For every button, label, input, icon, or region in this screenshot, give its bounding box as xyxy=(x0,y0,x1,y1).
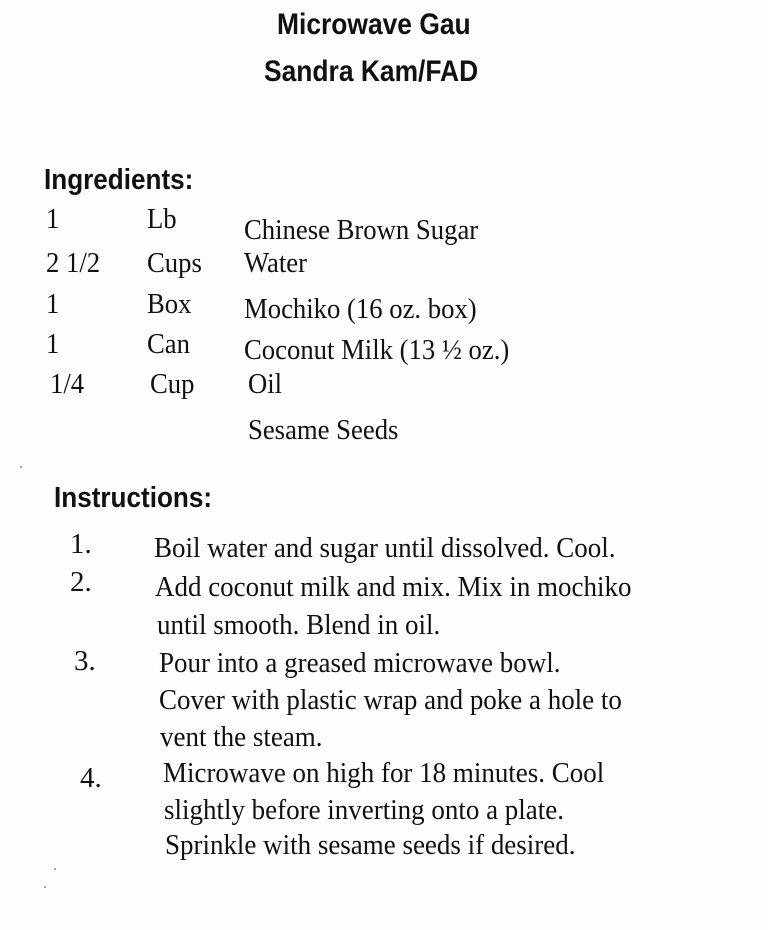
instructions-heading: Instructions: xyxy=(54,482,213,514)
ingredient-name: Coconut Milk (13 ½ oz.) xyxy=(244,334,510,366)
step-number: 1. xyxy=(70,528,92,560)
ingredient-qty: 1 xyxy=(46,288,60,320)
ingredient-unit: Can xyxy=(147,328,190,360)
step-number: 4. xyxy=(80,762,102,794)
ingredient-name: Mochiko (16 oz. box) xyxy=(244,293,477,325)
ingredient-name: Chinese Brown Sugar xyxy=(244,214,479,246)
scan-speck xyxy=(54,868,56,870)
ingredient-qty: 1 xyxy=(46,203,60,235)
scan-speck xyxy=(20,466,22,468)
step-text: vent the steam. xyxy=(160,721,323,753)
ingredient-unit: Lb xyxy=(147,203,177,235)
ingredient-unit: Box xyxy=(147,288,192,320)
step-text: Sprinkle with sesame seeds if desired. xyxy=(165,829,576,861)
step-number: 2. xyxy=(70,566,92,598)
ingredient-row xyxy=(0,203,768,246)
step-text: slightly before inverting onto a plate. xyxy=(164,794,564,826)
step-number: 3. xyxy=(74,645,96,677)
ingredient-name: Water xyxy=(244,247,308,279)
ingredients-heading: Ingredients: xyxy=(44,164,194,196)
step-text: Boil water and sugar until dissolved. Cool. xyxy=(154,532,616,564)
ingredient-row xyxy=(0,288,768,328)
ingredient-qty: 1 xyxy=(46,328,60,360)
scan-speck xyxy=(44,886,46,888)
step-text: Pour into a greased microwave bowl. xyxy=(159,647,561,679)
ingredient-qty: 1/4 xyxy=(50,368,85,400)
ingredient-unit: Cups xyxy=(147,247,202,279)
ingredient-unit: Cup xyxy=(150,368,195,400)
step-text: until smooth. Blend in oil. xyxy=(157,609,441,641)
step-text: Microwave on high for 18 minutes. Cool xyxy=(163,757,605,789)
step-text: Cover with plastic wrap and poke a hole to xyxy=(159,684,622,716)
ingredient-row xyxy=(0,414,768,454)
ingredient-name: Oil xyxy=(248,368,283,400)
recipe-title: Microwave Gau xyxy=(277,8,471,41)
recipe-author: Sandra Kam/FAD xyxy=(264,55,479,88)
ingredient-row xyxy=(0,247,768,287)
ingredient-name: Sesame Seeds xyxy=(248,414,399,446)
ingredient-row xyxy=(0,328,768,368)
ingredient-row xyxy=(0,368,768,408)
ingredient-qty: 2 1/2 xyxy=(46,247,101,279)
step-text: Add coconut milk and mix. Mix in mochiko xyxy=(155,571,632,603)
